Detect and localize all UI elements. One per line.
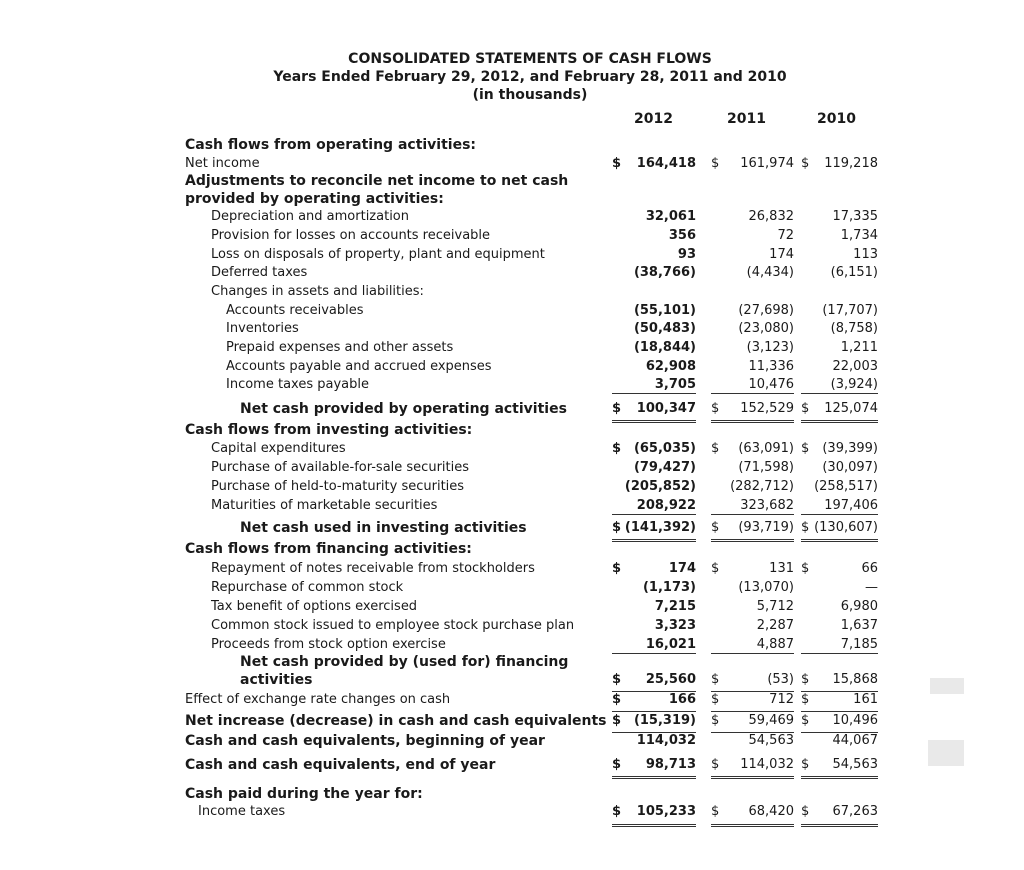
- value-cell-2012: [612, 358, 696, 376]
- row-label: Deferred taxes: [211, 265, 308, 280]
- row-label: Common stock issued to employee stock purchase plan: [211, 618, 575, 633]
- value-cell-2012: [612, 732, 696, 750]
- amount: 4,887: [756, 637, 794, 652]
- amount: (205,852): [624, 479, 696, 494]
- row-label: Provision for losses on accounts receivable: [211, 228, 491, 243]
- row-label: Accounts receivables: [226, 303, 364, 318]
- value-cell-2011: [711, 208, 794, 226]
- amount: 54,563: [748, 733, 794, 748]
- row-label: Income taxes payable: [226, 377, 369, 392]
- amount: 152,529: [740, 401, 794, 416]
- currency-symbol: $: [612, 757, 622, 772]
- amount: 125,074: [824, 401, 878, 416]
- value-cell-2010: [801, 756, 878, 774]
- amount: 15,868: [832, 672, 878, 687]
- amount: —: [865, 580, 878, 595]
- amount: (63,091): [738, 441, 794, 456]
- value-cell-2011: [711, 519, 794, 537]
- currency-symbol: $: [612, 692, 622, 707]
- currency-symbol: $: [711, 757, 720, 772]
- currency-symbol: $: [801, 156, 810, 171]
- value-cell-2011: [711, 478, 794, 496]
- currency-symbol: $: [801, 757, 810, 772]
- currency-symbol: $: [711, 713, 720, 728]
- amount: 26,832: [748, 209, 794, 224]
- amount: 174: [769, 247, 794, 262]
- amount: 6,980: [840, 599, 878, 614]
- row-label: Repurchase of common stock: [211, 580, 404, 595]
- value-cell-2012: [612, 246, 696, 264]
- amount: 10,496: [832, 713, 878, 728]
- value-cell-2012: [612, 636, 696, 654]
- row-label: Net increase (decrease) in cash and cash equivalents: [185, 713, 607, 729]
- value-cell-2010: [801, 459, 878, 477]
- currency-symbol: $: [801, 561, 810, 576]
- value-cell-2011: [711, 497, 794, 515]
- amount: (6,151): [830, 265, 878, 280]
- amount: (3,123): [746, 340, 794, 355]
- value-cell-2010: [801, 440, 878, 458]
- value-cell-2012: [612, 803, 696, 821]
- value-cell-2012: [612, 579, 696, 597]
- amount: (71,598): [738, 460, 794, 475]
- value-cell-2010: [801, 376, 878, 394]
- value-cell-2011: [711, 320, 794, 338]
- amount: 119,218: [824, 156, 878, 171]
- value-cell-2012: [612, 320, 696, 338]
- value-cell-2010: [801, 339, 878, 357]
- amount: 174: [668, 561, 696, 576]
- amount: 44,067: [832, 733, 878, 748]
- double-underline: [612, 776, 696, 779]
- value-cell-2012: [612, 497, 696, 515]
- value-cell-2012: [612, 302, 696, 320]
- row-label: Adjustments to reconcile net income to net cash: [185, 173, 569, 189]
- value-cell-2010: [801, 264, 878, 282]
- value-cell-2012: [612, 227, 696, 245]
- amount: (130,607): [814, 520, 878, 535]
- row-label: Inventories: [226, 321, 299, 336]
- amount: (15,319): [633, 713, 696, 728]
- double-underline: [801, 420, 878, 423]
- value-cell-2012: [612, 264, 696, 282]
- amount: 3,323: [654, 618, 696, 633]
- row-label: Proceeds from stock option exercise: [211, 637, 446, 652]
- value-cell-2011: [711, 803, 794, 821]
- row-label: Prepaid expenses and other assets: [226, 340, 454, 355]
- value-cell-2010: [801, 712, 878, 730]
- currency-symbol: $: [801, 804, 810, 819]
- row-label: Cash and cash equivalents, end of year: [185, 757, 496, 773]
- value-cell-2012: [612, 339, 696, 357]
- value-cell-2011: [711, 459, 794, 477]
- value-cell-2010: [801, 636, 878, 654]
- amount: 72: [777, 228, 794, 243]
- row-label: Net cash provided by operating activities: [240, 401, 567, 417]
- currency-symbol: $: [612, 561, 622, 576]
- amount: (3,924): [830, 377, 878, 392]
- amount: 208,922: [636, 498, 696, 513]
- double-underline: [711, 539, 794, 542]
- double-underline: [612, 420, 696, 423]
- value-cell-2012: [612, 459, 696, 477]
- amount: 3,705: [654, 377, 696, 392]
- value-cell-2010: [801, 671, 878, 689]
- value-cell-2011: [711, 302, 794, 320]
- underline: [801, 393, 878, 394]
- amount: 161: [853, 692, 878, 707]
- value-cell-2012: [612, 400, 696, 418]
- currency-symbol: $: [612, 441, 622, 456]
- currency-symbol: $: [801, 520, 810, 535]
- value-cell-2010: [801, 497, 878, 515]
- row-label: Cash flows from investing activities:: [185, 422, 473, 438]
- value-cell-2012: [612, 440, 696, 458]
- value-cell-2010: [801, 155, 878, 173]
- value-cell-2011: [711, 400, 794, 418]
- value-cell-2010: [801, 579, 878, 597]
- value-cell-2010: [801, 400, 878, 418]
- row-label: Purchase of held-to-maturity securities: [211, 479, 465, 494]
- amount: 114,032: [740, 757, 794, 772]
- double-underline: [711, 776, 794, 779]
- value-cell-2011: [711, 691, 794, 709]
- amount: (53): [767, 672, 794, 687]
- amount: 25,560: [645, 672, 696, 687]
- amount: 100,347: [636, 401, 696, 416]
- amount: 59,469: [748, 713, 794, 728]
- currency-symbol: $: [711, 401, 720, 416]
- row-label: Effect of exchange rate changes on cash: [185, 692, 451, 707]
- amount: 131: [769, 561, 794, 576]
- value-cell-2010: [801, 598, 878, 616]
- row-label: Tax benefit of options exercised: [211, 599, 418, 614]
- currency-symbol: $: [612, 672, 622, 687]
- double-underline: [801, 824, 878, 827]
- currency-symbol: $: [801, 441, 810, 456]
- amount: 62,908: [645, 359, 696, 374]
- currency-symbol: $: [711, 156, 720, 171]
- underline: [801, 514, 878, 515]
- amount: (4,434): [746, 265, 794, 280]
- amount: 16,021: [645, 637, 696, 652]
- amount: 7,215: [654, 599, 696, 614]
- amount: (79,427): [633, 460, 696, 475]
- column-header-2012: 2012: [634, 111, 673, 127]
- value-cell-2011: [711, 756, 794, 774]
- underline: [711, 393, 794, 394]
- value-cell-2012: [612, 560, 696, 578]
- amount: (38,766): [633, 265, 696, 280]
- currency-symbol: $: [711, 804, 720, 819]
- amount: 93: [677, 247, 696, 262]
- value-cell-2011: [711, 598, 794, 616]
- value-cell-2012: [612, 671, 696, 689]
- row-label: Net cash provided by (used for) financing: [240, 654, 569, 670]
- currency-symbol: $: [801, 401, 810, 416]
- currency-symbol: $: [612, 713, 622, 728]
- amount: 1,734: [840, 228, 878, 243]
- amount: 164,418: [636, 156, 696, 171]
- value-cell-2011: [711, 264, 794, 282]
- amount: (93,719): [738, 520, 794, 535]
- row-label: activities: [240, 672, 313, 688]
- value-cell-2012: [612, 519, 696, 537]
- underline: [612, 393, 696, 394]
- amount: (27,698): [738, 303, 794, 318]
- amount: (141,392): [624, 520, 696, 535]
- row-label: Net cash used in investing activities: [240, 520, 527, 536]
- row-label: provided by operating activities:: [185, 191, 444, 207]
- currency-symbol: $: [612, 156, 622, 171]
- value-cell-2012: [612, 155, 696, 173]
- double-underline: [801, 539, 878, 542]
- row-label: Changes in assets and liabilities:: [211, 284, 424, 299]
- currency-symbol: $: [711, 672, 720, 687]
- value-cell-2011: [711, 155, 794, 173]
- row-label: Purchase of available-for-sale securities: [211, 460, 470, 475]
- row-label: Loss on disposals of property, plant and equipment: [211, 247, 545, 262]
- value-cell-2011: [711, 617, 794, 635]
- underline: [801, 653, 878, 654]
- amount: 114,032: [636, 733, 696, 748]
- currency-symbol: $: [612, 520, 622, 535]
- value-cell-2010: [801, 691, 878, 709]
- value-cell-2010: [801, 358, 878, 376]
- value-cell-2011: [711, 636, 794, 654]
- value-cell-2010: [801, 302, 878, 320]
- column-header-2011: 2011: [727, 111, 766, 127]
- amount: 161,974: [740, 156, 794, 171]
- currency-symbol: $: [801, 713, 810, 728]
- value-cell-2011: [711, 339, 794, 357]
- value-cell-2011: [711, 376, 794, 394]
- double-underline: [612, 824, 696, 827]
- currency-symbol: $: [801, 692, 810, 707]
- amount: (13,070): [738, 580, 794, 595]
- value-cell-2012: [612, 478, 696, 496]
- amount: 68,420: [748, 804, 794, 819]
- amount: (18,844): [633, 340, 696, 355]
- row-label: Maturities of marketable securities: [211, 498, 438, 513]
- value-cell-2010: [801, 617, 878, 635]
- value-cell-2010: [801, 803, 878, 821]
- currency-symbol: $: [612, 401, 622, 416]
- amount: (258,517): [814, 479, 878, 494]
- row-label: Income taxes: [198, 804, 286, 819]
- double-underline: [612, 539, 696, 542]
- value-cell-2011: [711, 732, 794, 750]
- value-cell-2011: [711, 560, 794, 578]
- double-underline: [801, 776, 878, 779]
- currency-symbol: $: [612, 804, 622, 819]
- amount: (65,035): [633, 441, 696, 456]
- row-label: Depreciation and amortization: [211, 209, 409, 224]
- amount: 113: [853, 247, 878, 262]
- amount: 712: [769, 692, 794, 707]
- amount: 1,637: [840, 618, 878, 633]
- value-cell-2011: [711, 358, 794, 376]
- value-cell-2011: [711, 227, 794, 245]
- amount: 22,003: [832, 359, 878, 374]
- row-label: Cash flows from operating activities:: [185, 137, 477, 153]
- statement-units: (in thousands): [472, 87, 588, 103]
- amount: (1,173): [642, 580, 696, 595]
- value-cell-2010: [801, 208, 878, 226]
- value-cell-2012: [612, 376, 696, 394]
- currency-symbol: $: [801, 672, 810, 687]
- value-cell-2010: [801, 732, 878, 750]
- amount: 1,211: [840, 340, 878, 355]
- currency-symbol: $: [711, 520, 720, 535]
- underline: [612, 653, 696, 654]
- value-cell-2010: [801, 320, 878, 338]
- value-cell-2010: [801, 246, 878, 264]
- amount: 54,563: [832, 757, 878, 772]
- amount: 105,233: [636, 804, 696, 819]
- amount: (8,758): [830, 321, 878, 336]
- row-label: Cash and cash equivalents, beginning of year: [185, 733, 545, 749]
- underline: [711, 653, 794, 654]
- statement-period: Years Ended February 29, 2012, and February 28, 2011 and 2010: [273, 69, 787, 85]
- underline: [711, 514, 794, 515]
- amount: 66: [861, 561, 878, 576]
- amount: (23,080): [738, 321, 794, 336]
- double-underline: [711, 420, 794, 423]
- scan-smudge: [930, 678, 964, 694]
- amount: 197,406: [824, 498, 878, 513]
- amount: 5,712: [756, 599, 794, 614]
- currency-symbol: $: [711, 692, 720, 707]
- value-cell-2010: [801, 227, 878, 245]
- value-cell-2012: [612, 712, 696, 730]
- amount: (30,097): [822, 460, 878, 475]
- row-label: Repayment of notes receivable from stockholders: [211, 561, 535, 576]
- value-cell-2010: [801, 478, 878, 496]
- row-label: Cash flows from financing activities:: [185, 541, 472, 557]
- row-label: Capital expenditures: [211, 441, 346, 456]
- column-header-2010: 2010: [817, 111, 856, 127]
- amount: (282,712): [730, 479, 794, 494]
- amount: 17,335: [832, 209, 878, 224]
- currency-symbol: $: [711, 561, 720, 576]
- amount: 98,713: [645, 757, 696, 772]
- value-cell-2012: [612, 756, 696, 774]
- amount: 356: [668, 228, 696, 243]
- amount: 11,336: [748, 359, 794, 374]
- value-cell-2010: [801, 519, 878, 537]
- amount: 2,287: [756, 618, 794, 633]
- value-cell-2012: [612, 598, 696, 616]
- amount: 7,185: [840, 637, 878, 652]
- value-cell-2012: [612, 208, 696, 226]
- scan-smudge: [928, 740, 964, 766]
- row-label: Net income: [185, 156, 260, 171]
- amount: 323,682: [740, 498, 794, 513]
- value-cell-2012: [612, 617, 696, 635]
- value-cell-2011: [711, 246, 794, 264]
- value-cell-2011: [711, 712, 794, 730]
- value-cell-2011: [711, 671, 794, 689]
- row-label: Cash paid during the year for:: [185, 786, 423, 802]
- value-cell-2012: [612, 691, 696, 709]
- row-label: Accounts payable and accrued expenses: [226, 359, 492, 374]
- underline: [612, 514, 696, 515]
- amount: (55,101): [633, 303, 696, 318]
- amount: 166: [668, 692, 696, 707]
- amount: (50,483): [633, 321, 696, 336]
- amount: 67,263: [832, 804, 878, 819]
- value-cell-2011: [711, 440, 794, 458]
- double-underline: [711, 824, 794, 827]
- value-cell-2011: [711, 579, 794, 597]
- amount: (17,707): [822, 303, 878, 318]
- amount: 32,061: [645, 209, 696, 224]
- amount: 10,476: [748, 377, 794, 392]
- statement-title: CONSOLIDATED STATEMENTS OF CASH FLOWS: [348, 51, 712, 67]
- value-cell-2010: [801, 560, 878, 578]
- amount: (39,399): [822, 441, 878, 456]
- currency-symbol: $: [711, 441, 720, 456]
